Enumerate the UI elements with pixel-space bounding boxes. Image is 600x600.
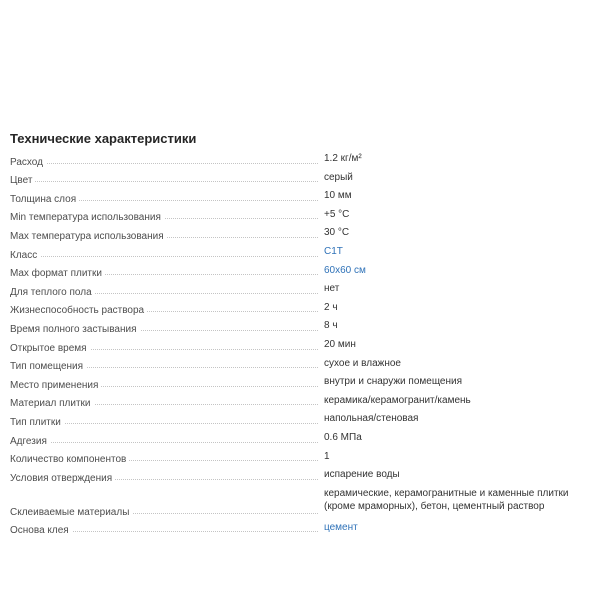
- spec-label-wrap: [10, 338, 324, 357]
- spec-label: Max формат плитки: [10, 267, 105, 280]
- spec-label: Для теплого пола: [10, 286, 95, 299]
- spec-label-wrap: [10, 282, 324, 301]
- spec-value: +5 °С: [324, 208, 350, 220]
- spec-label: Место применения: [10, 379, 101, 392]
- spec-label: Тип помещения: [10, 360, 86, 373]
- spec-row-consumption: [10, 152, 598, 171]
- spec-value: 1.2 кг/м²: [324, 153, 362, 164]
- spec-value: напольная/стеновая: [324, 413, 419, 425]
- spec-label: Max температура использования: [10, 230, 167, 243]
- spec-value: 30 °С: [324, 227, 350, 239]
- spec-label: Открытое время: [10, 342, 90, 355]
- spec-label-wrap: [10, 319, 324, 338]
- spec-value: 20 мин: [324, 338, 356, 350]
- spec-label-wrap: [10, 301, 324, 320]
- spec-value: нет: [324, 283, 340, 295]
- spec-value: испарение воды: [324, 469, 400, 481]
- spec-row-min-temp: [10, 208, 598, 227]
- dotted-leader: [10, 181, 318, 182]
- spec-row-layer-thickness: [10, 189, 598, 208]
- spec-label-wrap: [10, 487, 324, 521]
- spec-label: Время полного застывания: [10, 323, 140, 336]
- dotted-leader: [10, 256, 318, 257]
- spec-label: Тип плитки: [10, 416, 64, 429]
- spec-label: Адгезия: [10, 435, 50, 448]
- spec-value-link[interactable]: цемент: [324, 521, 358, 533]
- spec-row-max-temp: [10, 226, 598, 245]
- spec-label: Условия отверждения: [10, 472, 115, 485]
- spec-row-max-tile-format: [10, 264, 598, 283]
- spec-row-bonded-materials: [10, 487, 598, 521]
- section-title: Технические характеристики: [10, 131, 197, 146]
- spec-label-wrap: [10, 171, 324, 190]
- spec-label-wrap: [10, 412, 324, 431]
- spec-label: Расход: [10, 156, 46, 169]
- spec-value: внутри и снаружи помещения: [324, 376, 463, 388]
- spec-value: сухое и влажное: [324, 357, 401, 369]
- spec-label-wrap: [10, 208, 324, 227]
- dotted-leader: [10, 163, 318, 164]
- spec-label-wrap: [10, 189, 324, 208]
- spec-label-wrap: [10, 394, 324, 413]
- spec-row-application-place: [10, 375, 598, 394]
- spec-value: 10 мм: [324, 190, 352, 202]
- spec-label-wrap: [10, 357, 324, 376]
- spec-row-adhesion: [10, 431, 598, 450]
- spec-row-tile-type: [10, 412, 598, 431]
- spec-label: Min температура использования: [10, 211, 164, 224]
- spec-value-link[interactable]: C1T: [324, 245, 343, 257]
- spec-row-components-count: [10, 450, 598, 469]
- spec-row-curing-conditions: [10, 468, 598, 487]
- spec-row-adhesive-base: [10, 521, 598, 540]
- spec-label: Склеиваемые материалы: [10, 506, 132, 519]
- spec-label-wrap: [10, 450, 324, 469]
- specs-section: [10, 131, 598, 539]
- spec-label: Количество компонентов: [10, 453, 129, 466]
- spec-row-tile-material: [10, 394, 598, 413]
- spec-value: 1: [324, 450, 330, 462]
- spec-label-wrap: [10, 152, 324, 171]
- spec-row-color: [10, 171, 598, 190]
- spec-value: керамические, керамогранитные и каменные плитки (кроме мраморных), бетон, цементный раствор: [324, 487, 569, 512]
- spec-label: Основа клея: [10, 524, 72, 537]
- spec-row-full-set-time: [10, 319, 598, 338]
- spec-row-heated-floor: [10, 282, 598, 301]
- spec-value: 0.6 МПа: [324, 431, 362, 443]
- spec-row-pot-life: [10, 301, 598, 320]
- dotted-leader: [10, 442, 318, 443]
- spec-row-class: [10, 245, 598, 264]
- spec-value-link[interactable]: 60х60 см: [324, 264, 366, 276]
- spec-value: 2 ч: [324, 301, 338, 313]
- spec-label-wrap: [10, 431, 324, 450]
- spec-row-room-type: [10, 357, 598, 376]
- spec-value: серый: [324, 171, 353, 183]
- spec-label-wrap: [10, 375, 324, 394]
- spec-label-wrap: [10, 521, 324, 540]
- spec-label: Толщина слоя: [10, 193, 79, 206]
- spec-row-open-time: [10, 338, 598, 357]
- spec-label-wrap: [10, 226, 324, 245]
- spec-value: 8 ч: [324, 320, 338, 332]
- specs-list: [10, 152, 598, 539]
- spec-value: керамика/керамогранит/камень: [324, 394, 471, 406]
- spec-label-wrap: [10, 264, 324, 283]
- spec-label: Цвет: [10, 174, 35, 187]
- spec-label: Материал плитки: [10, 397, 94, 410]
- spec-label-wrap: [10, 468, 324, 487]
- spec-label: Класс: [10, 249, 40, 262]
- spec-label-wrap: [10, 245, 324, 264]
- spec-label: Жизнеспособность раствора: [10, 304, 147, 317]
